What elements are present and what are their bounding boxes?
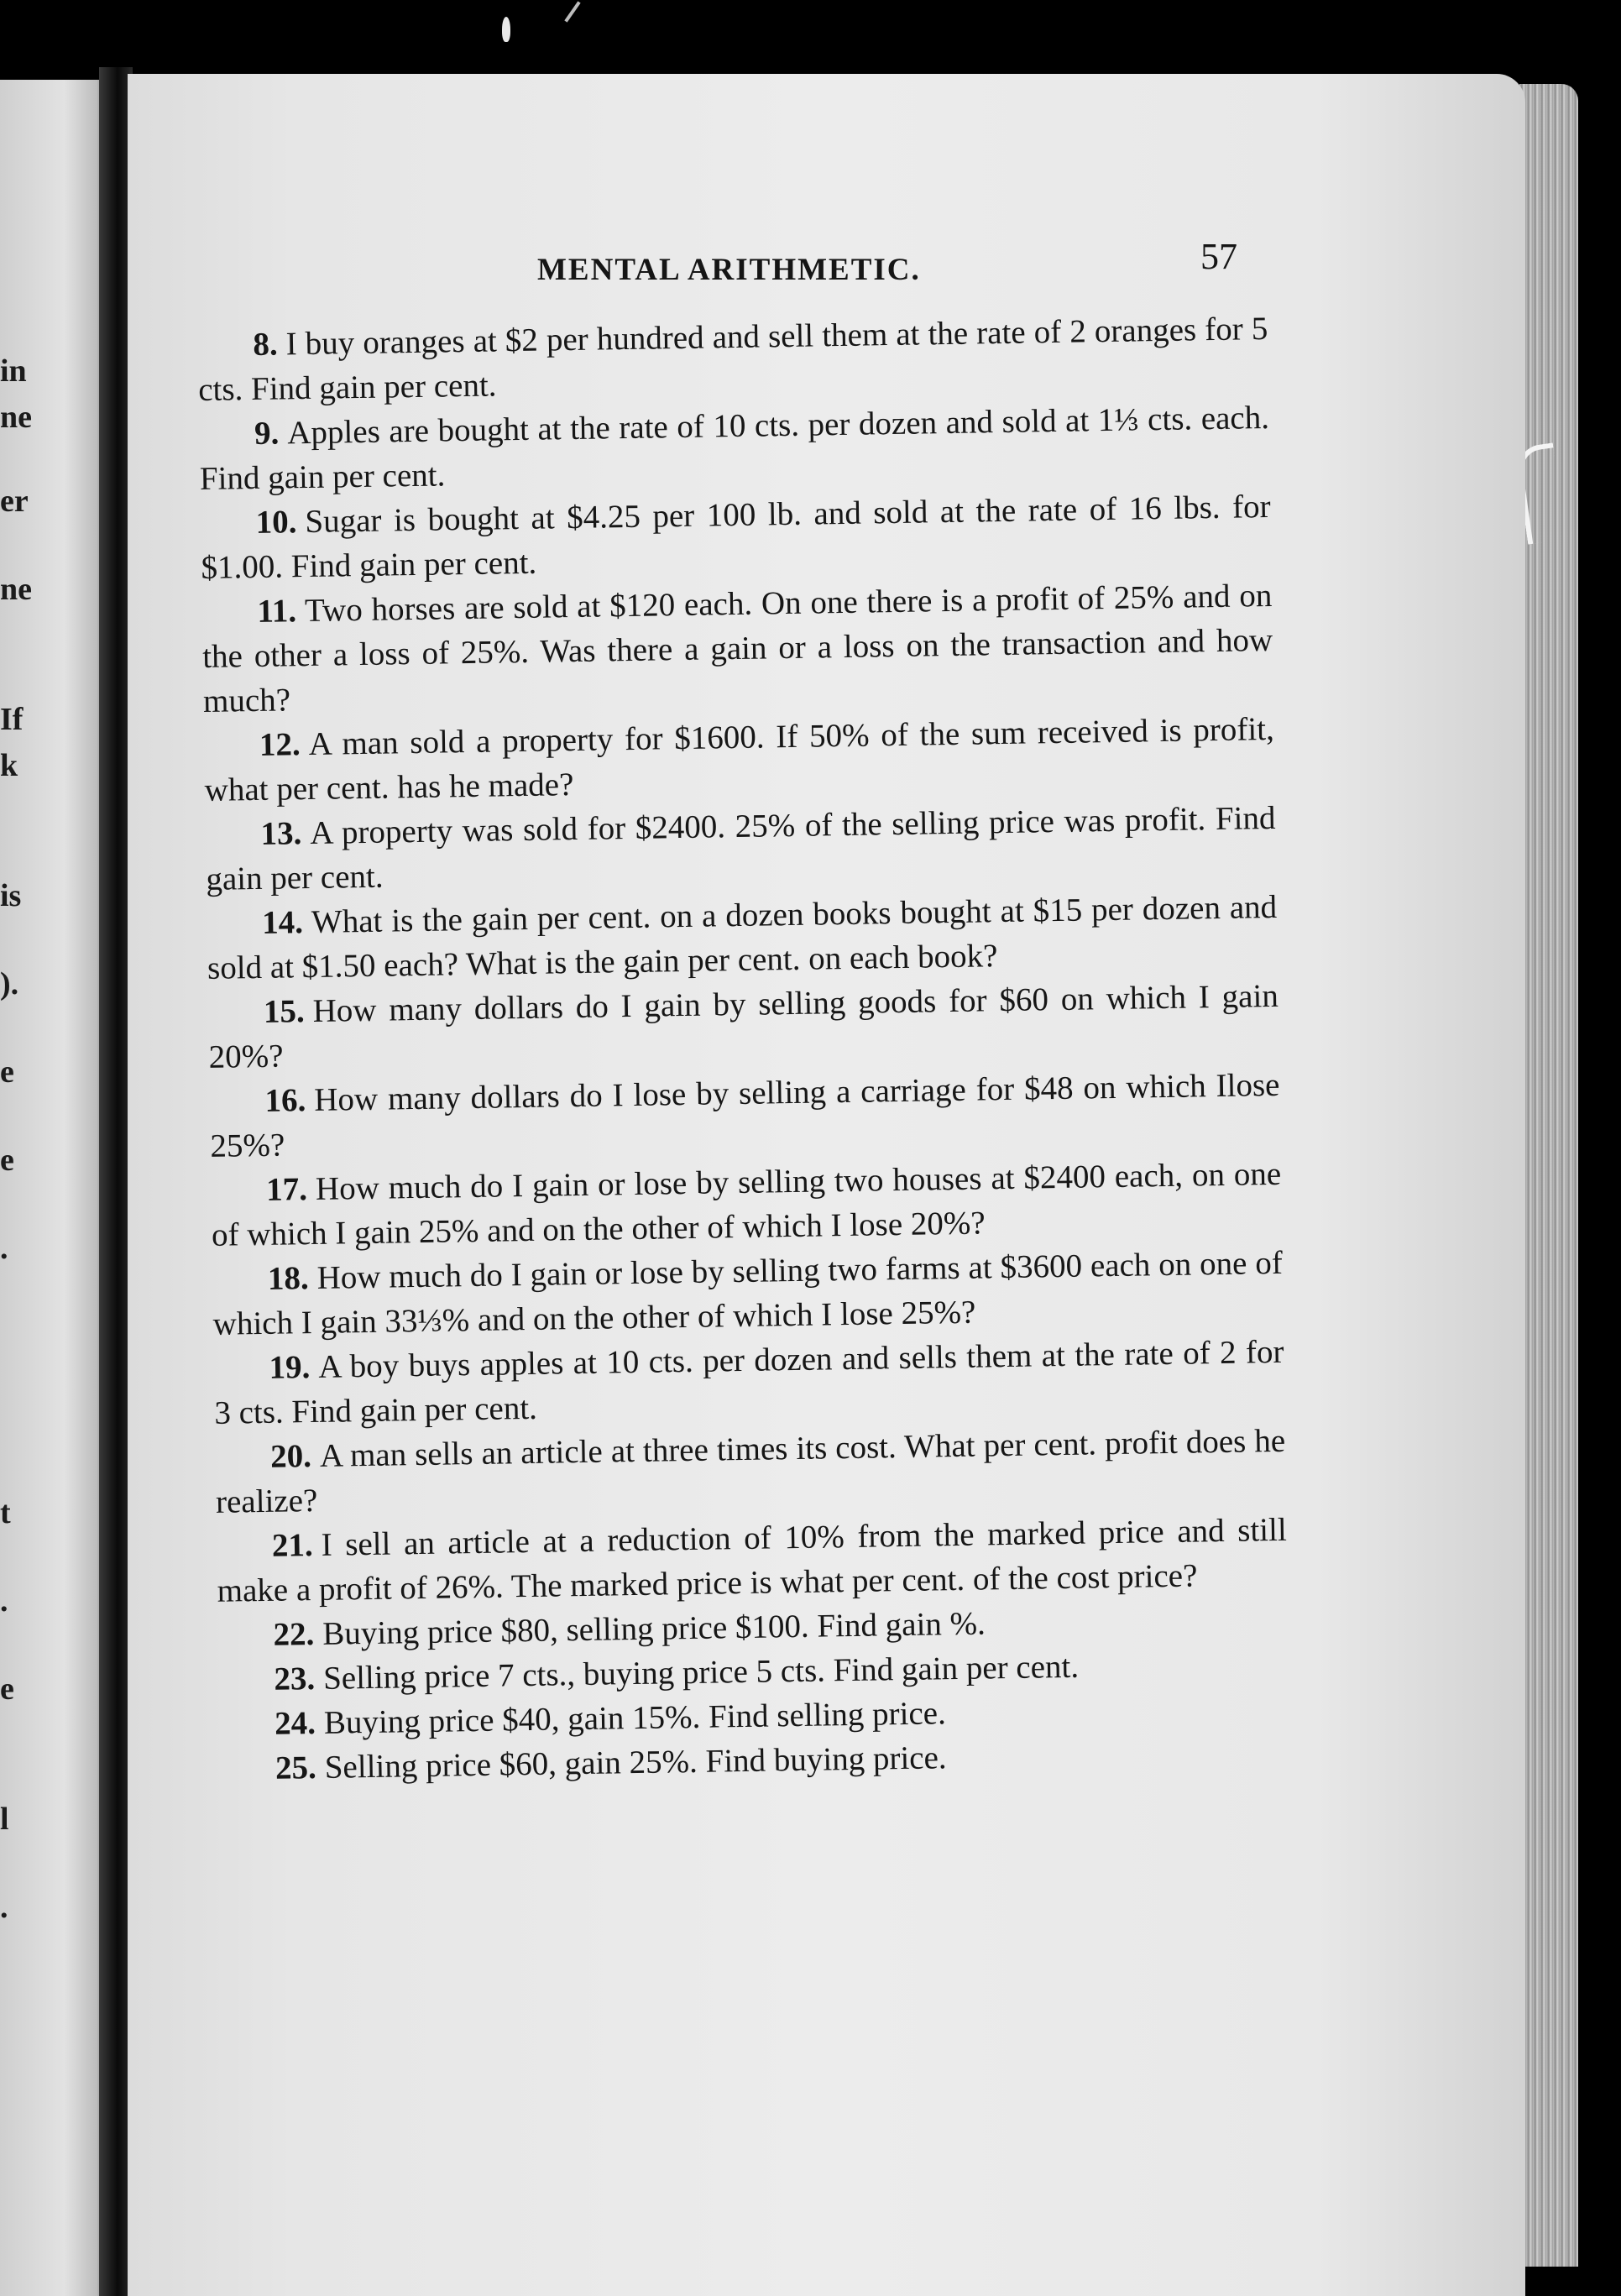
previous-page-fragment: l [0,1802,9,1837]
problem-text: I sell an article at a reduction of 10% from the marked price and still make a profit of 26%. The marked price is what per cent. of the cost price? [217,1511,1288,1609]
problem-number: 10. [255,504,297,541]
problem-item [209,1063,1281,1169]
problem-list [197,306,1290,1791]
problem-text: How many dollars do I gain by selling goods for $60 on which I gain 20%? [208,977,1279,1075]
previous-page-fragment: . [0,1890,8,1925]
problem-number: 19. [269,1349,311,1386]
problem-number: 13. [260,815,302,852]
page-number: 57 [1200,236,1237,277]
problem-number: 8. [253,326,278,363]
problem-text: Buying price $80, selling price $100. Find gain %. [322,1605,986,1652]
problem-item [197,306,1269,412]
previous-page-fragment: t [0,1495,11,1530]
problem-item [200,484,1272,590]
problem-item [199,395,1271,501]
problem-number: 22. [273,1616,315,1653]
problem-number: 14. [261,904,304,941]
problem-item [203,707,1275,813]
problem-number: 17. [265,1171,308,1208]
previous-page-fragment: ne [0,400,32,435]
page-stack-edge [1519,84,1578,2267]
problem-text: A man sells an article at three times its cost. What per cent. profit does he realize? [215,1422,1286,1520]
problem-text: Selling price $60, gain 25%. Find buying price. [324,1739,947,1786]
problem-number: 18. [267,1260,309,1297]
previous-page-fragment: . [0,1231,8,1266]
previous-page-fragment: If [0,702,24,737]
problem-text: A man sold a property for $1600. If 50% of the sum received is profit, what per cent. has he made? [204,710,1275,808]
problem-number: 23. [274,1661,316,1697]
problem-item [207,885,1278,991]
problem-number: 20. [269,1438,312,1475]
previous-page-fragment: e [0,1671,14,1707]
problem-number: 15. [263,993,305,1030]
problem-number: 24. [274,1704,316,1742]
problem-text: What is the gain per cent. on a dozen books bought at $15 per dozen and sold at $1.50 each? What is the gain per cent. on each book? [207,888,1278,986]
problem-text: How many dollars do I lose by selling a carriage for $48 on which Ilose 25%? [210,1066,1280,1164]
problem-text: A property was sold for $2400. 25% of the selling price was profit. Find gain per cent. [206,799,1276,897]
previous-page-fragment: ). [0,966,19,1002]
problem-text: Apples are bought at the rate of 10 cts. per dozen and sold at 1⅓ cts. each. Find gain per cent. [199,399,1270,497]
problem-item [212,1241,1284,1347]
problem-item [205,796,1277,902]
previous-page-fragment: k [0,748,18,783]
problem-item [216,1508,1288,1613]
problem-text: How much do I gain or lose by selling two houses at $2400 each, on one of which I gain 25% and on the other of which I lose 20%? [211,1155,1282,1253]
previous-page-fragment: ne [0,572,32,607]
problem-number: 16. [264,1082,306,1119]
problem-text: I buy oranges at $2 per hundred and sell them at the rate of 2 oranges for 5 cts. Find gain per cent. [197,310,1268,408]
problem-item [213,1330,1285,1436]
previous-page-fragment: e [0,1054,14,1090]
previous-page-fragment: in [0,353,27,389]
problem-number: 11. [257,593,297,630]
problem-number: 25. [275,1749,317,1786]
previous-page-edge [0,80,107,2296]
problem-item [215,1419,1287,1525]
running-head-title: MENTAL ARITHMETIC. [537,253,921,287]
problem-item [201,573,1273,724]
problem-text: Two horses are sold at $120 each. On one there is a profit of 25% and on the other a loss of 25%. Was there a gain or a loss on the transaction and how much? [201,577,1273,719]
problem-text: How much do I gain or lose by selling two farms at $3600 each on one of which I gain 33⅓% and on the other of which I lose 25%? [212,1244,1284,1342]
previous-page-fragment: er [0,484,29,519]
problem-text: Buying price $40, gain 15%. Find selling price. [323,1695,947,1741]
previous-page-fragment: . [0,1583,8,1619]
previous-page-fragment: e [0,1143,14,1178]
problem-number: 9. [254,415,280,452]
problem-item [207,974,1279,1080]
problem-text: A boy buys apples at 10 cts. per dozen and sells them at the rate of 2 for 3 cts. Find gain per cent. [214,1333,1284,1431]
problem-text: Selling price 7 cts., buying price 5 cts. Find gain per cent. [322,1648,1080,1697]
problem-text: Sugar is bought at $4.25 per 100 lb. and sold at the rate of 16 lbs. for $1.00. Find gain per cent. [201,488,1271,586]
problem-number: 21. [271,1527,313,1564]
scan-speck [502,17,510,42]
previous-page-fragment: is [0,878,22,913]
scan-scratch [564,1,580,22]
problem-number: 12. [259,726,301,763]
problem-item [211,1152,1283,1258]
